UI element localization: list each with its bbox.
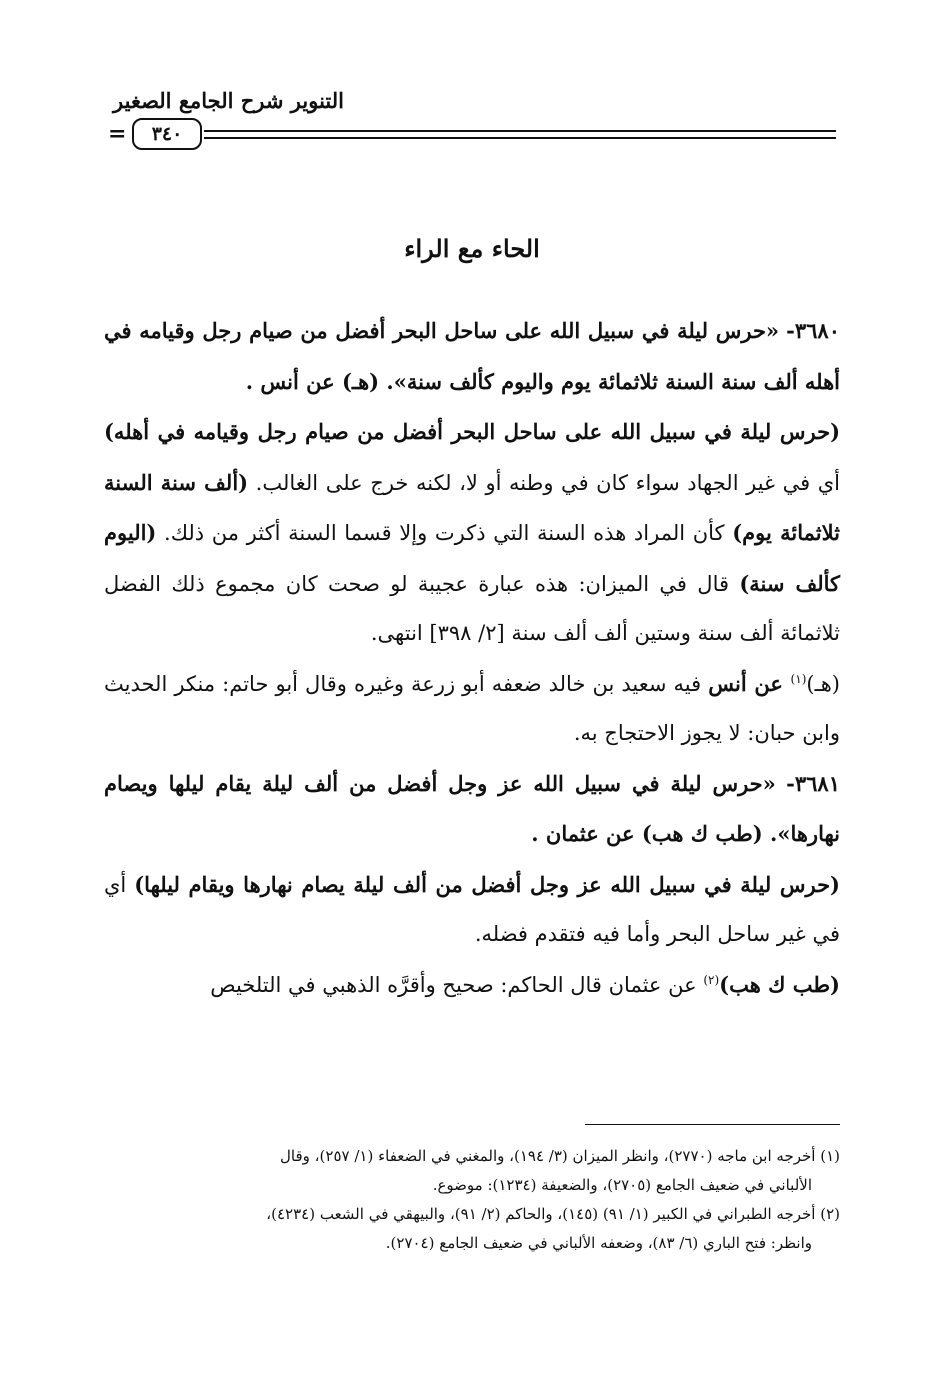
footnote-line: الألباني في ضعيف الجامع (٢٧٠٥)، والضعيفة (١٢٣٤): موضوع. — [432, 1176, 812, 1194]
hadith-number: ٣٦٨٠- — [786, 318, 840, 343]
commentary-text: أي في غير ساحل البحر وأما فيه فتقدم فضله. — [104, 872, 840, 946]
footnote-line: (١) أخرجه ابن ماجه (٢٧٧٠)، وانظر الميزان (٣/ ١٩٤)، والمغني في الضعفاء (١/ ٢٥٧)، وقال — [280, 1147, 840, 1165]
commentary-text: كأن المراد هذه السنة التي ذكرت وإلا قسما السنة أكثر من ذلك. — [156, 521, 733, 545]
hadith-3680 — [104, 306, 840, 407]
double-rule — [204, 130, 836, 139]
quoted-phrase: (حرس ليلة في سبيل الله عز وجل أفضل من ألف ليلة يصام نهارها ويقام ليلها) — [134, 871, 840, 897]
source-paragraph — [104, 659, 840, 759]
footnote-2 — [104, 1200, 840, 1229]
footnote-1 — [104, 1142, 840, 1171]
source-code: (هـ) — [806, 671, 840, 696]
quoted-phrase: (ألف سنة السنة ثلاثمائة يوم) — [104, 469, 841, 545]
footnote-line: وانظر: فتح الباري (٦/ ٨٣)، وضعفه الألباني في ضعيف الجامع (٢٧٠٤). — [385, 1234, 812, 1252]
main-text — [104, 306, 840, 1010]
header-rule — [108, 116, 836, 152]
footnote-ref[interactable]: (٢) — [703, 972, 720, 987]
commentary-paragraph — [104, 860, 840, 960]
hadith-number: ٣٦٨١- — [786, 770, 840, 796]
quoted-phrase: (حرس ليلة في سبيل الله على ساحل البحر أفضل من صيام رجل وقيامه في أهله) — [104, 419, 840, 444]
hadith-3681 — [104, 759, 840, 860]
source-code: (طب ك هب) — [719, 971, 840, 997]
footnote-separator — [585, 1124, 840, 1125]
narrator: عن أنس — [708, 670, 791, 696]
commentary-text: قال في الميزان: هذه عبارة عجيبة لو صحت كان مجموع ذلك الفضل ثلاثمائة ألف سنة وستين ألف ألف سنة [٢/ ٣٩٨] انتهى. — [104, 571, 840, 645]
footnote-1-continued — [104, 1171, 840, 1200]
commentary-text: أي في غير الجهاد سواء كان في وطنه أو لا، لكنه خرج على الغالب. — [248, 470, 840, 495]
hadith-text: «حرس ليلة في سبيل الله عز وجل أفضل من ألف ليلة يقام ليلها ويصام نهارها». (طب ك هب) عن عثمان . — [104, 770, 840, 846]
hadith-text: «حرس ليلة في سبيل الله على ساحل البحر أفضل من صيام رجل وقيامه في أهله ألف سنة السنة ثلاثمائة يوم واليوم كألف سنة». (هـ) عن أنس . — [104, 318, 840, 394]
header-marker: = — [108, 121, 127, 147]
footnote-ref[interactable]: (١) — [790, 671, 807, 686]
section-title: الحاء مع الراء — [404, 234, 540, 263]
commentary-text: عن عثمان قال الحاكم: صحيح وأقرَّه الذهبي في التلخيص — [210, 972, 704, 997]
footnote-2-continued — [104, 1229, 840, 1258]
running-title: التنوير شرح الجامع الصغير — [113, 88, 344, 113]
quoted-phrase: (اليوم كألف سنة) — [104, 520, 841, 596]
page-number: ٣٤٠ — [132, 118, 202, 150]
commentary-paragraph — [104, 407, 840, 659]
footnotes — [104, 1142, 840, 1258]
source-paragraph — [104, 960, 840, 1011]
footnote-line: (٢) أخرجه الطبراني في الكبير (١/ ٩١) (١٤٥)، والحاكم (٢/ ٩١)، والبيهقي في الشعب (٤٢٣٤)، — [266, 1205, 840, 1223]
commentary-text: فيه سعيد بن خالد ضعفه أبو زرعة وغيره وقال أبو حاتم: منكر الحديث وابن حبان: لا يجوز الاحتجاج به. — [104, 671, 840, 745]
